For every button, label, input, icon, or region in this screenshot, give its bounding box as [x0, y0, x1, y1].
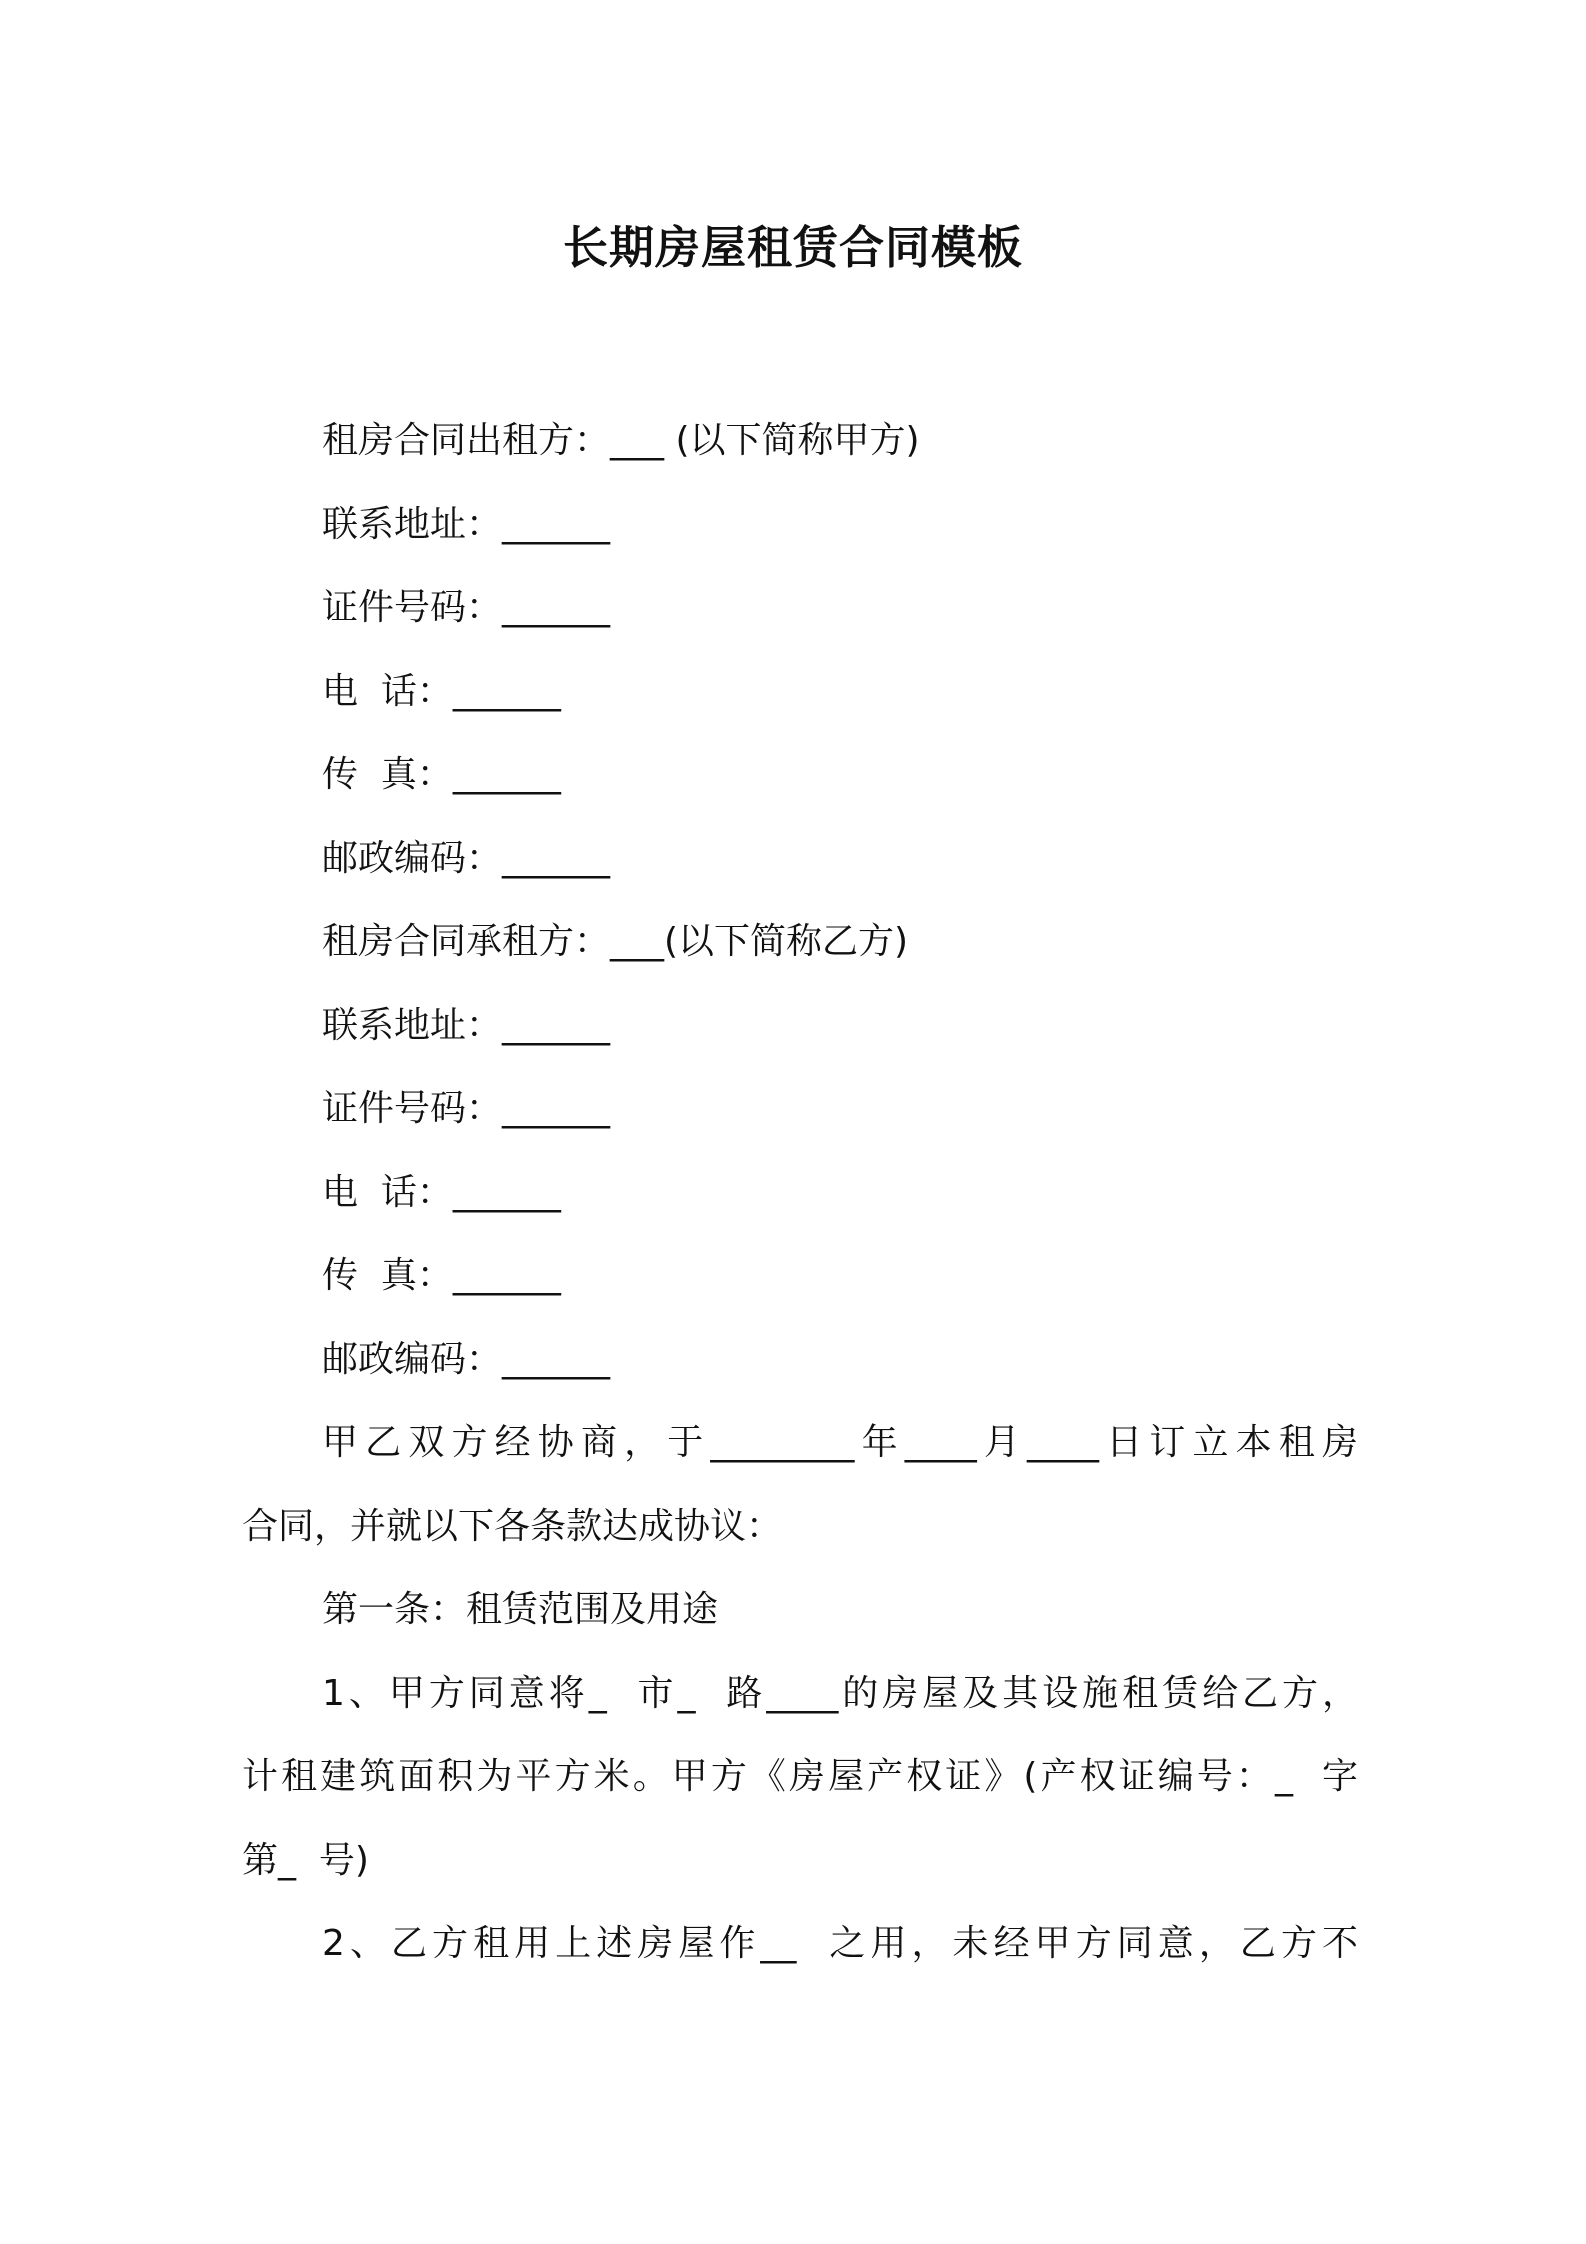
clause-paragraph-line: 1、甲方同意将_ 市_ 路____的房屋及其设施租赁给乙方， [322, 1672, 1358, 1714]
document-title: 长期房屋租赁合同模板 [562, 221, 1023, 274]
lessee-address-line: 联系地址：______ [322, 1004, 611, 1046]
lessor-line: 租房合同出租方：___ (以下简称甲方) [322, 420, 920, 461]
lessee-line: 租房合同承租方：___(以下简称乙方) [322, 921, 909, 962]
lessor-id-line: 证件号码：______ [322, 587, 611, 628]
lessor-phone-line: 电 话：______ [322, 670, 561, 712]
lessee-fax-line: 传 真：______ [322, 1255, 561, 1296]
lessee-postcode-line: 邮政编码：______ [322, 1338, 611, 1380]
agreement-paragraph-line: 合同，并就以下各条款达成协议： [242, 1505, 783, 1547]
clause-paragraph-line: 2、乙方租用上述房屋作__ 之用，未经甲方同意，乙方不 [322, 1923, 1358, 1964]
lessor-address-line: 联系地址：______ [322, 503, 611, 545]
article-heading: 第一条：租赁范围及用途 [322, 1589, 719, 1630]
document-body [242, 399, 1358, 1986]
lessee-id-line: 证件号码：______ [322, 1088, 611, 1129]
agreement-paragraph-line: 甲乙双方经协商，于________年____月____日订立本租房 [322, 1422, 1358, 1463]
lessor-fax-line: 传 真：______ [322, 754, 561, 795]
lessee-phone-line: 电 话：______ [322, 1171, 561, 1213]
clause-paragraph-line: 计租建筑面积为平方米。甲方《房屋产权证》(产权证编号：_ 字 [242, 1756, 1358, 1797]
lessor-postcode-line: 邮政编码：______ [322, 837, 611, 879]
clause-paragraph-line: 第_ 号) [242, 1839, 369, 1881]
